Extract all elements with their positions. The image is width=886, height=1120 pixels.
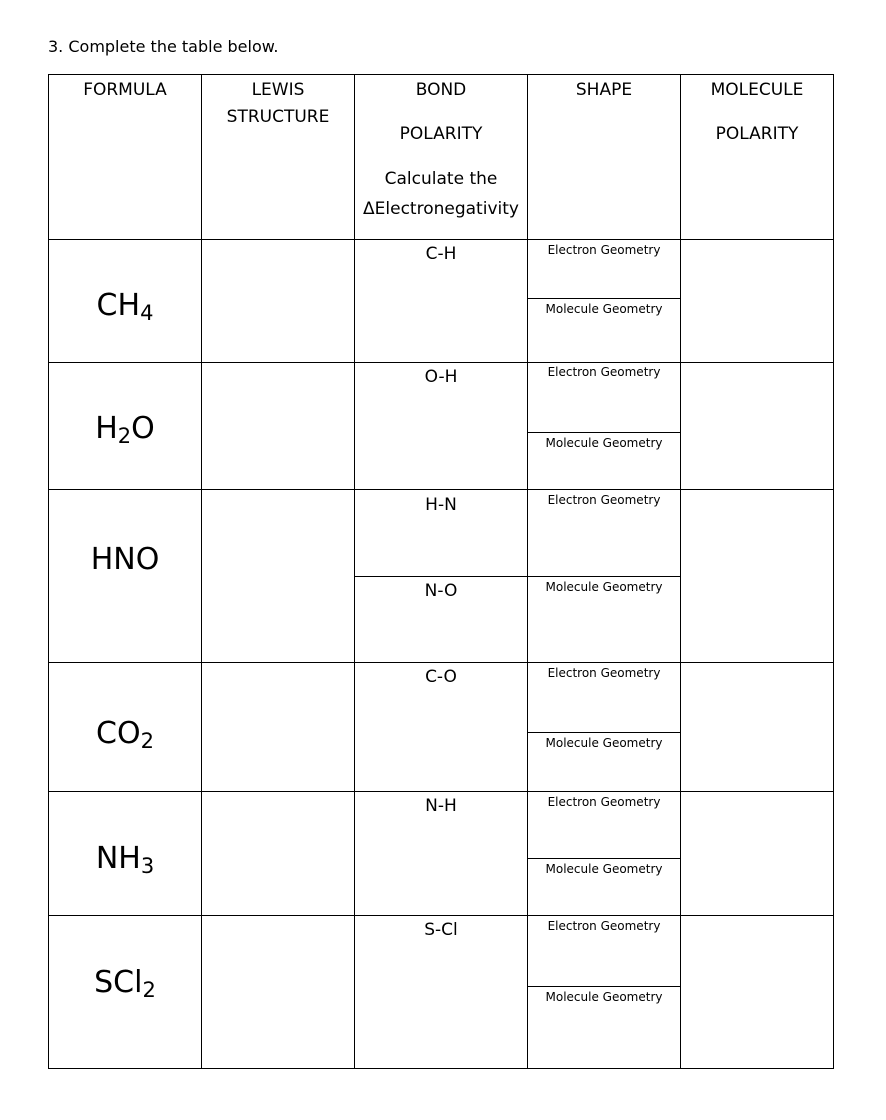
header-bond-line1: BOND: [415, 80, 467, 100]
electron-geometry-label: Electron Geometry: [547, 243, 661, 257]
header-lewis-line1: LEWIS: [251, 80, 305, 100]
column-divider: [201, 75, 202, 1068]
bond-label: N-H: [425, 796, 457, 816]
bond-label: C-O: [425, 667, 457, 687]
molecule-geometry-label: Molecule Geometry: [545, 990, 663, 1004]
instruction-text: 3. Complete the table below.: [48, 37, 279, 56]
electron-geometry-label: Electron Geometry: [547, 919, 661, 933]
header-shape: SHAPE: [575, 80, 633, 100]
formula-scl2: SCl$_2$: [94, 965, 156, 1002]
bond-label: C-H: [425, 244, 457, 264]
row-divider: [49, 662, 833, 663]
electron-geometry-label: Electron Geometry: [547, 493, 661, 507]
header-molecule-line2: POLARITY: [715, 124, 799, 144]
formula-ch4: $CH_4$: [96, 288, 154, 325]
formula-nh3: $NH_3$: [95, 841, 155, 878]
formula-h2o: $H_2O$: [95, 411, 155, 448]
worksheet-table: [48, 74, 834, 1069]
shape-subdivider: [527, 732, 680, 733]
electron-geometry-label: Electron Geometry: [547, 795, 661, 809]
molecule-geometry-label: Molecule Geometry: [545, 736, 663, 750]
header-bond-line3: Calculate the: [384, 169, 498, 189]
row-divider: [49, 489, 833, 490]
header-formula: FORMULA: [83, 80, 167, 100]
bond-label: O-H: [424, 367, 458, 387]
header-molecule-line1: MOLECULE: [710, 80, 804, 100]
column-divider: [680, 75, 681, 1068]
shape-subdivider: [527, 298, 680, 299]
shape-subdivider: [527, 576, 680, 577]
header-lewis-line2: STRUCTURE: [226, 107, 330, 127]
row-divider: [49, 362, 833, 363]
molecule-geometry-label: Molecule Geometry: [545, 862, 663, 876]
bond-label: H-N: [425, 495, 457, 515]
bond-label: N-O: [424, 581, 458, 601]
bond-subdivider: [354, 576, 527, 577]
molecule-geometry-label: Molecule Geometry: [545, 580, 663, 594]
shape-subdivider: [527, 986, 680, 987]
bond-label: S-Cl: [424, 920, 458, 940]
electron-geometry-label: Electron Geometry: [547, 365, 661, 379]
molecule-geometry-label: Molecule Geometry: [545, 436, 663, 450]
shape-subdivider: [527, 432, 680, 433]
row-divider: [49, 915, 833, 916]
row-divider: [49, 791, 833, 792]
electron-geometry-label: Electron Geometry: [547, 666, 661, 680]
formula-co2: $CO_2$: [96, 716, 154, 753]
header-bond-line2: POLARITY: [399, 124, 483, 144]
shape-subdivider: [527, 858, 680, 859]
row-divider: [49, 239, 833, 240]
header-bond-line4: ΔElectronegativity: [363, 199, 519, 219]
formula-hno: HNO: [90, 542, 160, 577]
molecule-geometry-label: Molecule Geometry: [545, 302, 663, 316]
